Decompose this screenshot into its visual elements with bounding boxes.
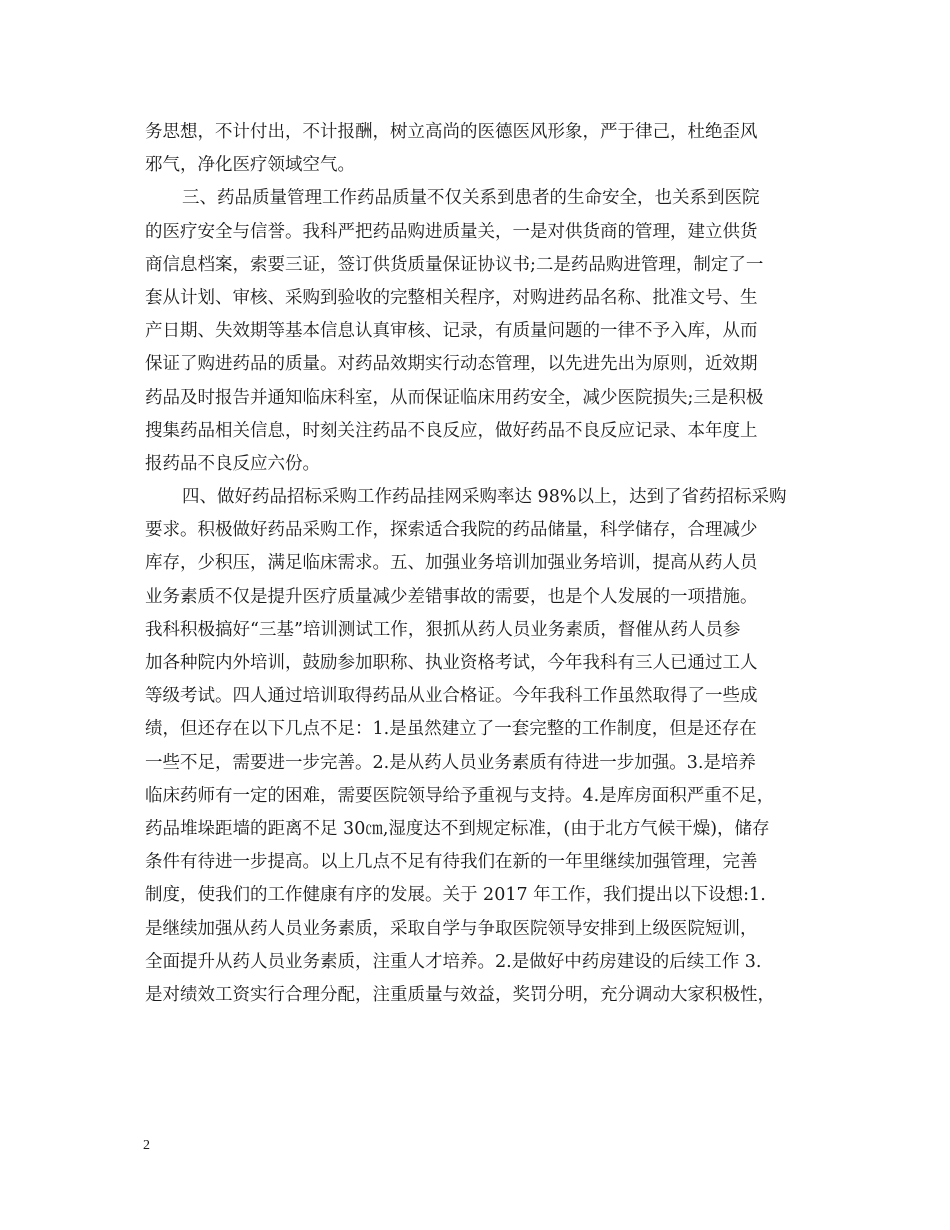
paragraph-line: 等级考试。四人通过培训取得药品从业合格证。今年我科工作虽然取得了一些成 bbox=[145, 686, 758, 707]
paragraph-line: 临床药师有一定的困难，需要医院领导给予重视与支持。4.是库房面积严重不足， bbox=[145, 785, 775, 806]
paragraph-line: 邪气，净化医疗领域空气。 bbox=[145, 155, 355, 176]
paragraph-line: 三、药品质量管理工作药品质量不仅关系到患者的生命安全，也关系到医院 bbox=[182, 188, 760, 209]
document-body bbox=[145, 116, 815, 1012]
paragraph-line: 要求。积极做好药品采购工作，探索适合我院的药品储量，科学储存，合理减少 bbox=[145, 520, 758, 541]
paragraph-line: 务思想，不计付出，不计报酬，树立高尚的医德医风形象，严于律己，杜绝歪风 bbox=[145, 122, 758, 142]
paragraph-line: 商信息档案，索要三证，签订供货质量保证协议书;二是药品购进管理，制定了一 bbox=[145, 254, 764, 275]
paragraph-line: 我科积极搞好“三基”培训测试工作，狠抓从药人员业务素质，督催从药人员参 bbox=[145, 619, 741, 640]
paragraph-line: 四、做好药品招标采购工作药品挂网采购率达 98%以上，达到了省药招标采购 bbox=[182, 487, 787, 508]
paragraph-line: 一些不足，需要进一步完善。2.是从药人员业务素质有待进一步加强。3.是培养 bbox=[145, 752, 756, 773]
paragraph-line: 药品及时报告并通知临床科室，从而保证临床用药安全，减少医院损失;三是积极 bbox=[145, 387, 764, 408]
paragraph-line: 是继续加强从药人员业务素质，采取自学与争取医院领导安排到上级医院短训， bbox=[145, 918, 758, 939]
page-number: 2 bbox=[143, 1138, 150, 1153]
paragraph-line: 业务素质不仅是提升医疗质量减少差错事故的需要，也是个人发展的一项措施。 bbox=[145, 586, 758, 607]
paragraph-line: 条件有待进一步提高。以上几点不足有待我们在新的一年里继续加强管理，完善 bbox=[145, 852, 758, 873]
paragraph-line: 搜集药品相关信息，时刻关注药品不良反应，做好药品不良反应记录、本年度上 bbox=[145, 420, 758, 441]
paragraph-line: 绩，但还存在以下几点不足：1.是虽然建立了一套完整的工作制度，但是还存在 bbox=[145, 719, 757, 740]
paragraph-line: 的医疗安全与信誉。我科严把药品购进质量关，一是对供货商的管理，建立供货 bbox=[145, 221, 758, 242]
paragraph-line: 药品堆垛距墙的距离不足 30㎝,湿度达不到规定标准，(由于北方气候干燥)，储存 bbox=[145, 818, 770, 839]
paragraph-line: 产日期、失效期等基本信息认真审核、记录，有质量问题的一律不予入库，从而 bbox=[145, 321, 758, 342]
paragraph-line: 保证了购进药品的质量。对药品效期实行动态管理，以先进先出为原则，近效期 bbox=[145, 354, 758, 375]
paragraph-line: 加各种院内外培训，鼓励参加职称、执业资格考试，今年我科有三人已通过工人 bbox=[145, 653, 758, 673]
paragraph-line: 制度，使我们的工作健康有序的发展。关于 2017 年工作，我们提出以下设想:1. bbox=[145, 885, 766, 906]
paragraph-line: 报药品不良反应六份。 bbox=[145, 453, 320, 474]
paragraph-line: 是对绩效工资实行合理分配，注重质量与效益，奖罚分明，充分调动大家积极性， bbox=[145, 984, 775, 1005]
paragraph-line: 全面提升从药人员业务素质，注重人才培养。2.是做好中药房建设的后续工作 3. bbox=[145, 951, 762, 972]
paragraph-line: 库存，少积压，满足临床需求。五、加强业务培训加强业务培训，提高从药人员 bbox=[145, 553, 758, 574]
paragraph-line: 套从计划、审核、采购到验收的完整相关程序，对购进药品名称、批准文号、生 bbox=[145, 287, 758, 308]
